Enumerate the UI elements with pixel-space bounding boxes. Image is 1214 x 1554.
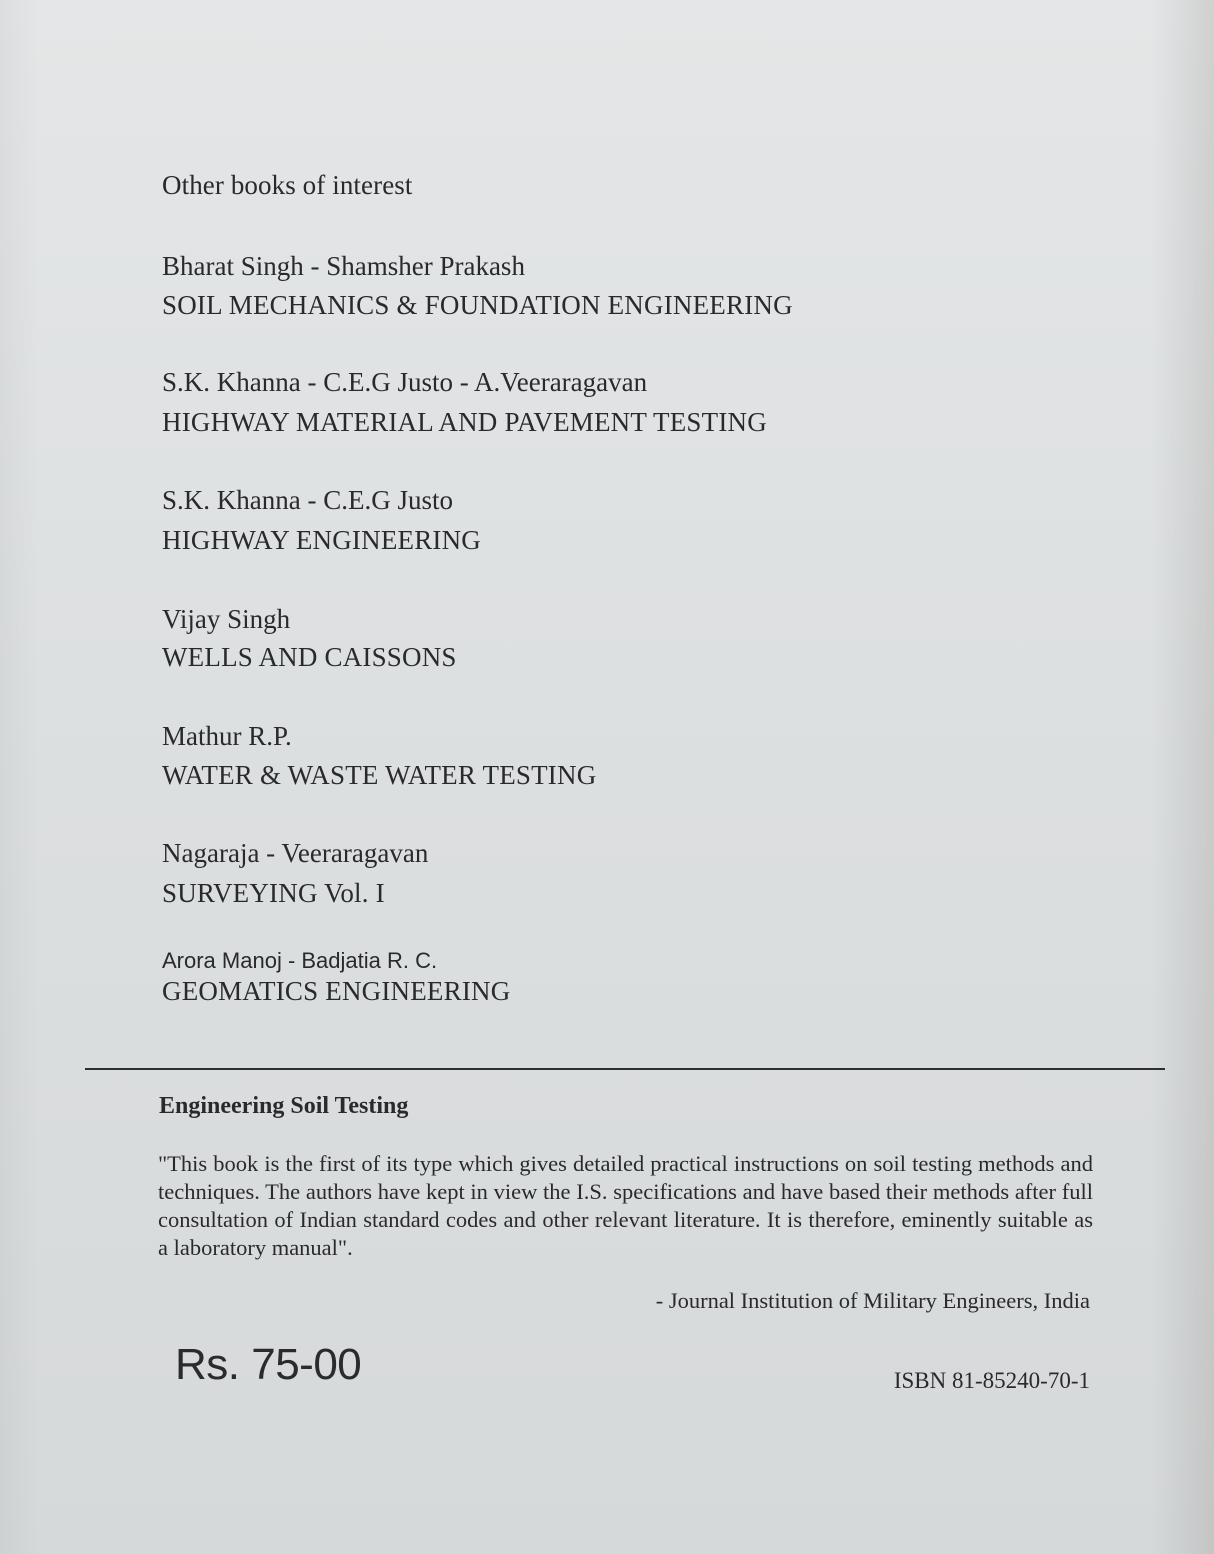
book-authors: Arora Manoj - Badjatia R. C. <box>162 948 438 973</box>
book-entry <box>162 250 793 321</box>
book-title: WATER & WASTE WATER TESTING <box>162 760 597 790</box>
blurb-quote: "This book is the first of its type which gives detailed practical instructions on soil testing methods and techniques. The authors have kept in view the I.S. specifications and have based their methods after full consultation of Indian standard codes and other relevant literature. It is therefore, eminently suitable as a laboratory manual". <box>158 1151 1093 1260</box>
book-title: HIGHWAY MATERIAL AND PAVEMENT TESTING <box>162 407 767 437</box>
book-entry <box>162 948 510 1007</box>
book-title: GEOMATICS ENGINEERING <box>162 976 511 1006</box>
book-authors: S.K. Khanna - C.E.G Justo - A.Veeraragavan <box>162 367 648 397</box>
book-title: SURVEYING Vol. I <box>162 878 385 908</box>
isbn-label: ISBN 81-85240-70-1 <box>893 1368 1090 1393</box>
book-title: WELLS AND CAISSONS <box>162 642 457 672</box>
price-label: Rs. 75-00 <box>175 1340 362 1389</box>
book-authors: S.K. Khanna - C.E.G Justo <box>162 485 453 515</box>
section-header: Other books of interest <box>162 170 413 200</box>
book-entry <box>162 837 428 909</box>
book-title: SOIL MECHANICS & FOUNDATION ENGINEERING <box>162 290 793 320</box>
book-entry <box>162 484 481 556</box>
book-entry <box>162 720 596 791</box>
book-title: HIGHWAY ENGINEERING <box>162 525 482 555</box>
book-authors: Bharat Singh - Shamsher Prakash <box>162 251 525 281</box>
book-authors: Vijay Singh <box>162 604 291 634</box>
blurb-title: Engineering Soil Testing <box>159 1093 409 1119</box>
quote-source: - Journal Institution of Military Engineers, India <box>655 1288 1090 1313</box>
divider <box>85 1068 1165 1070</box>
book-authors: Nagaraja - Veeraragavan <box>162 838 429 868</box>
book-entry <box>162 366 767 438</box>
book-entry <box>162 603 457 673</box>
book-authors: Mathur R.P. <box>162 721 292 751</box>
